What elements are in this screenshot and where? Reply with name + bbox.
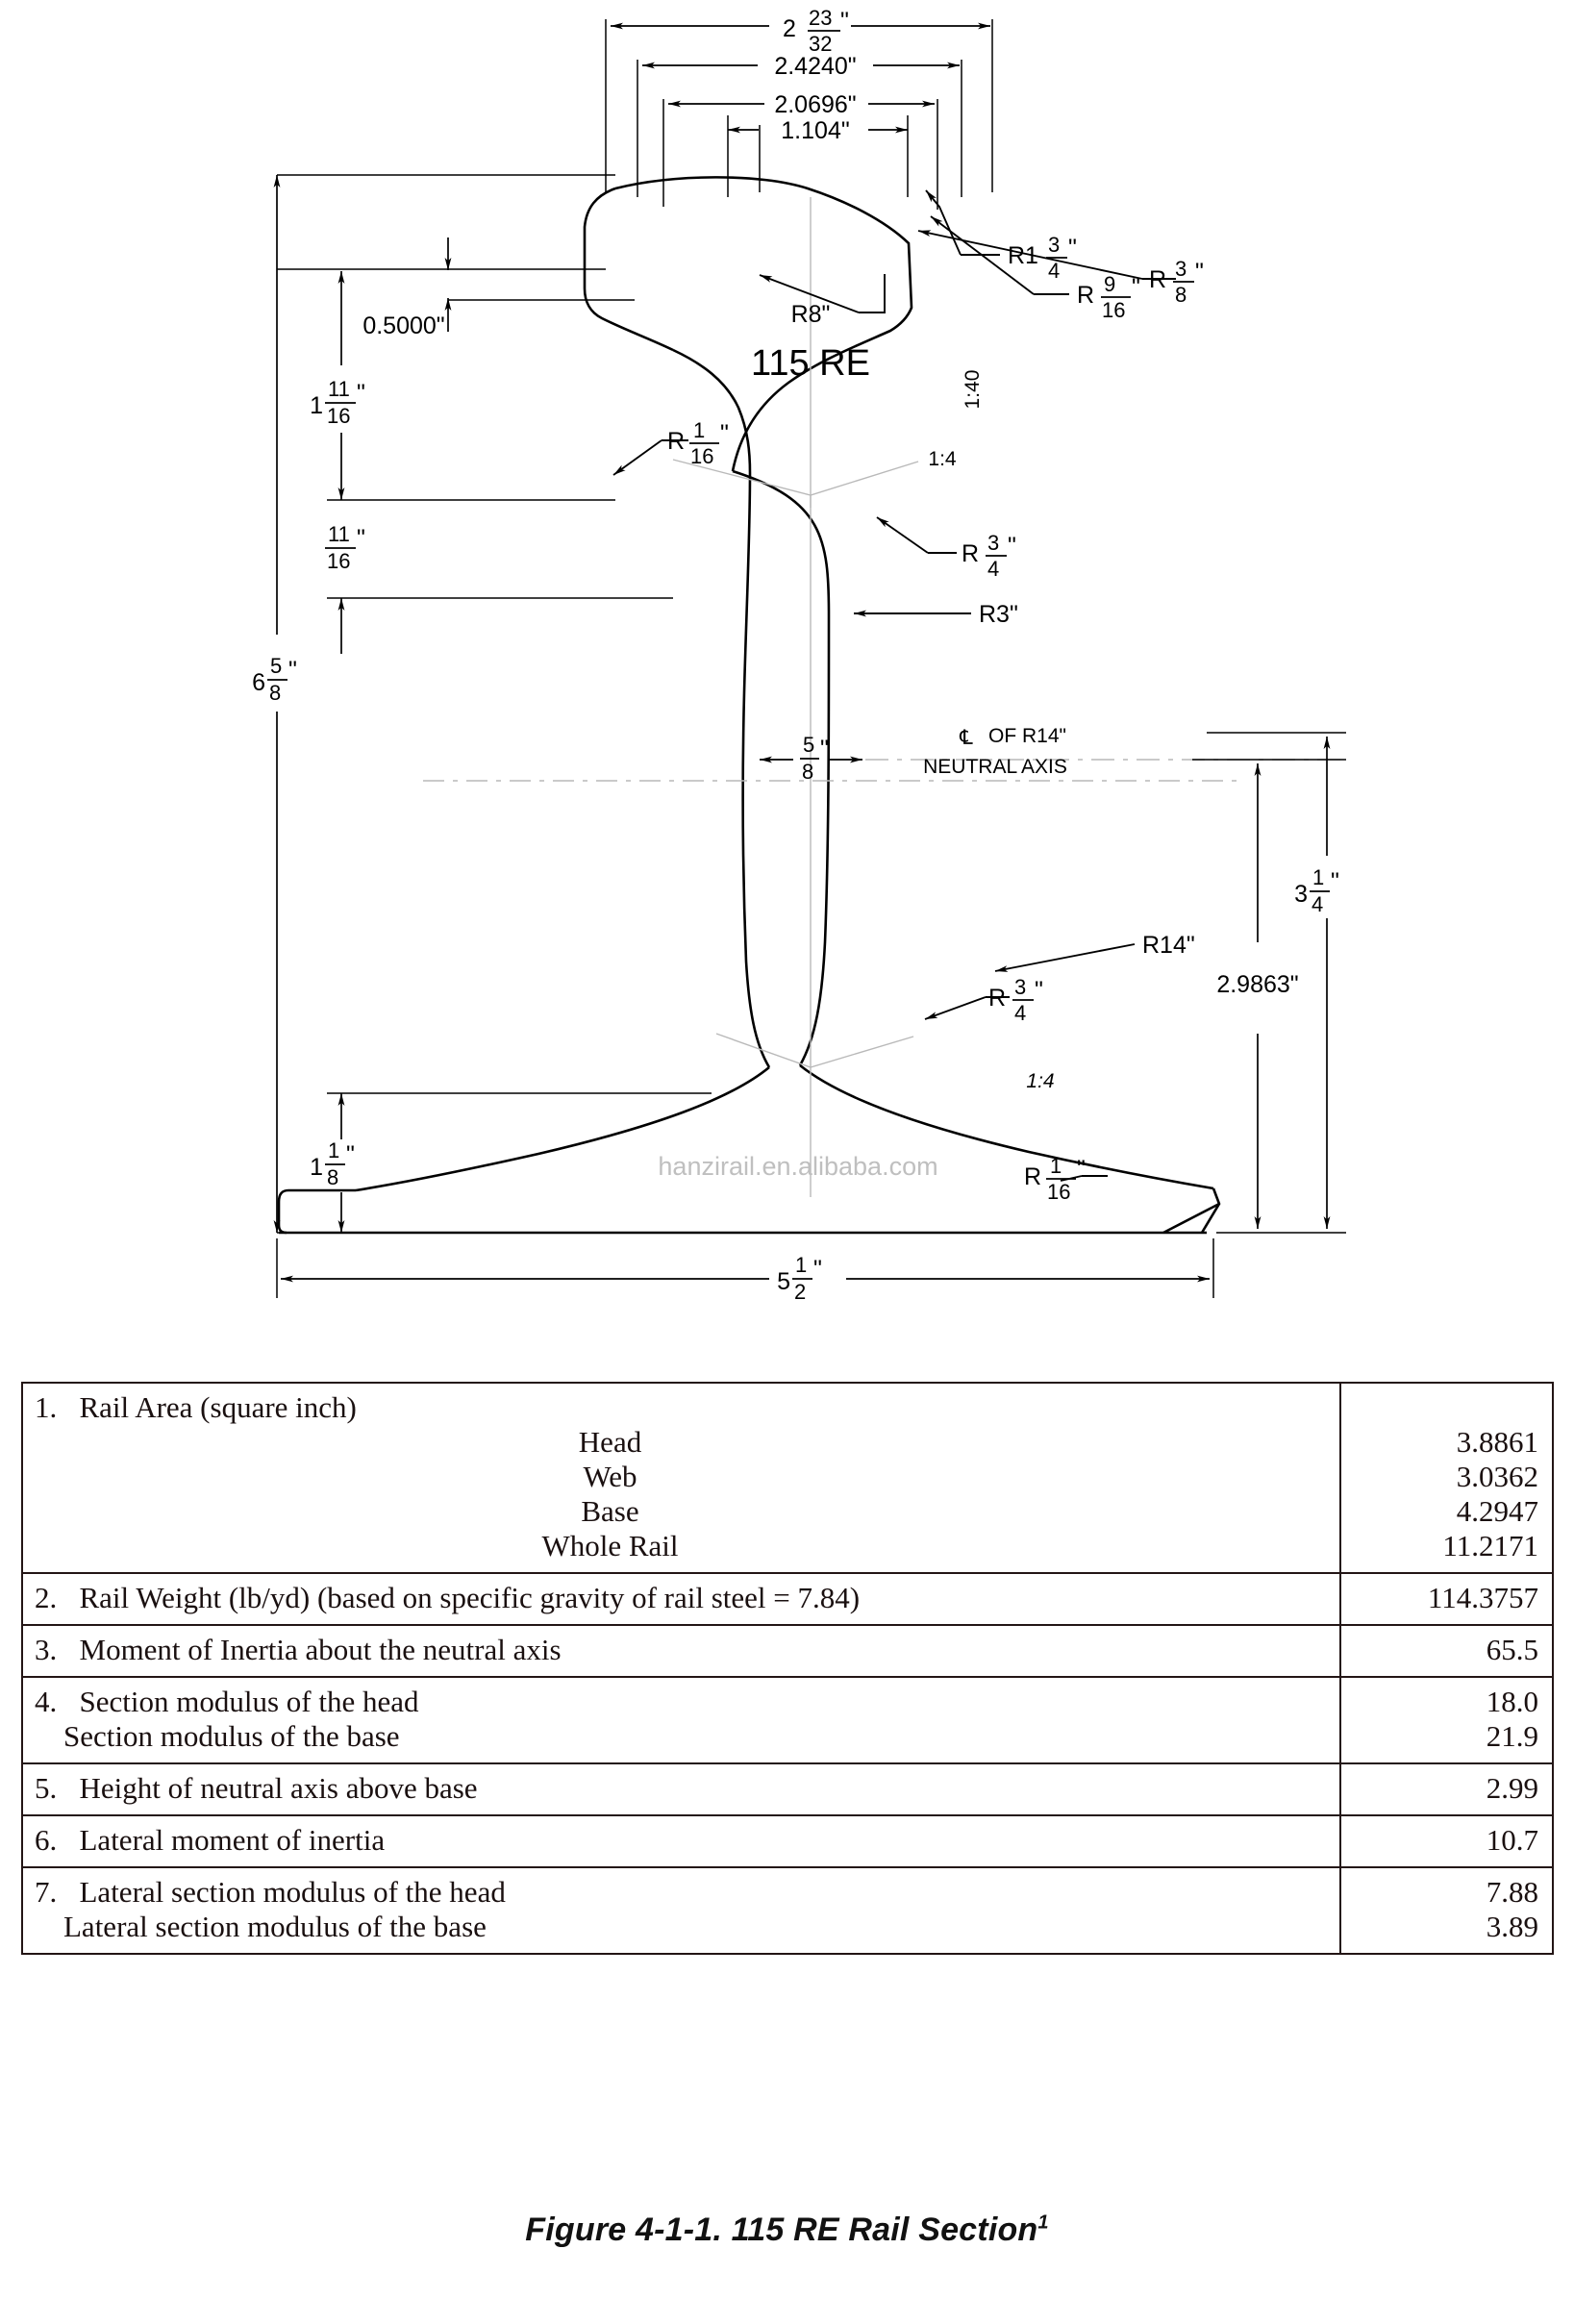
neutral-axis-label: NEUTRAL AXIS bbox=[923, 756, 1067, 778]
row-sublabel: Head bbox=[578, 1425, 642, 1459]
dim-unit: " bbox=[357, 525, 365, 552]
callout-unit: " bbox=[1077, 1156, 1086, 1183]
table-row-value-cell bbox=[1340, 1625, 1553, 1677]
callout-r3-8 bbox=[1149, 257, 1204, 307]
callout-r3-4-lower bbox=[988, 975, 1043, 1025]
table-row-value-cell bbox=[1340, 1815, 1553, 1867]
dim-den: 16 bbox=[327, 549, 351, 573]
table-row-value-cell bbox=[1340, 1573, 1553, 1625]
row-value: 18.0 bbox=[1486, 1685, 1538, 1718]
figure-caption-text: Figure 4-1-1. 115 RE Rail Section bbox=[525, 2212, 1038, 2248]
row-sublabel: Whole Rail bbox=[541, 1529, 679, 1562]
callout-r3: R3" bbox=[979, 601, 1018, 628]
row-number: 6. bbox=[35, 1823, 58, 1857]
callout-prefix: R bbox=[962, 540, 980, 567]
table-row-label-cell bbox=[22, 1677, 1340, 1763]
right-dimensions bbox=[1192, 733, 1346, 1233]
dim-den: 8 bbox=[327, 1165, 339, 1189]
table-row-value-cell bbox=[1340, 1867, 1553, 1954]
callout-unit: " bbox=[1132, 274, 1140, 301]
callout-prefix: R1 bbox=[1008, 242, 1038, 269]
table-row bbox=[22, 1677, 1553, 1763]
table-row bbox=[22, 1815, 1553, 1867]
bottom-dimension bbox=[277, 1238, 1213, 1304]
dim-fillet-height bbox=[325, 522, 365, 573]
dim-num: 5 bbox=[803, 733, 815, 757]
row-label: Height of neutral axis above base bbox=[79, 1771, 478, 1805]
web-radius-callouts bbox=[854, 517, 1195, 1204]
table-row-label-cell bbox=[22, 1815, 1340, 1867]
dim-whole: 6 bbox=[252, 669, 265, 696]
callout-prefix: R bbox=[988, 985, 1007, 1012]
row-value: 11.2171 bbox=[1442, 1529, 1538, 1562]
callout-unit: " bbox=[1068, 235, 1077, 262]
watermark-text: hanzirail.en.alibaba.com bbox=[658, 1152, 938, 1181]
table-row-value-cell bbox=[1340, 1763, 1553, 1815]
dim-overall-height bbox=[252, 654, 297, 705]
row-label: Moment of Inertia about the neutral axis bbox=[79, 1633, 562, 1666]
table-row bbox=[22, 1867, 1553, 1954]
row-value: 3.8861 bbox=[1456, 1425, 1538, 1459]
dim-whole: 3 bbox=[1294, 881, 1308, 908]
table-row bbox=[22, 1625, 1553, 1677]
table-row bbox=[22, 1763, 1553, 1815]
callout-num: 9 bbox=[1104, 272, 1116, 296]
row-value: 7.88 bbox=[1486, 1875, 1538, 1909]
dim-top-width-3: 2.0696" bbox=[774, 91, 857, 118]
dim-unit: " bbox=[813, 1256, 822, 1283]
dim-head-height bbox=[310, 377, 365, 428]
row-label: Lateral section modulus of the head bbox=[79, 1875, 506, 1909]
dim-label-unit: " bbox=[840, 8, 849, 35]
row-value: 114.3757 bbox=[1427, 1581, 1538, 1614]
table-row-label-cell bbox=[22, 1867, 1340, 1954]
callout-r1-16-base bbox=[1024, 1154, 1086, 1204]
callout-num: 3 bbox=[987, 531, 1000, 555]
row-number: 7. bbox=[35, 1875, 58, 1909]
dim-whole: 1 bbox=[310, 1154, 323, 1181]
row-label: Section modulus of the head bbox=[79, 1685, 419, 1718]
row-value: 3.0362 bbox=[1456, 1460, 1538, 1493]
row-number: 1. bbox=[35, 1390, 58, 1424]
callout-num: 3 bbox=[1048, 233, 1061, 257]
table-row-label-cell bbox=[22, 1573, 1340, 1625]
dim-label-whole: 2 bbox=[783, 15, 796, 42]
figure-caption bbox=[0, 2212, 1574, 2249]
row-value: 4.2947 bbox=[1456, 1494, 1538, 1528]
table-row bbox=[22, 1573, 1553, 1625]
callout-r14: R14" bbox=[1142, 932, 1195, 959]
left-dimensions bbox=[252, 175, 712, 1233]
row-value: 10.7 bbox=[1486, 1823, 1538, 1857]
callout-unit: " bbox=[1008, 533, 1016, 560]
dim-unit: " bbox=[357, 380, 365, 407]
slope-label-head-1-4: 1:4 bbox=[928, 448, 957, 470]
table-row bbox=[22, 1383, 1553, 1573]
row-label: Rail Weight (lb/yd) (based on specific gravity of rail steel = 7.84) bbox=[79, 1581, 861, 1614]
top-dimensions bbox=[606, 6, 992, 210]
dim-den: 16 bbox=[327, 404, 351, 428]
dim-num: 1 bbox=[328, 1138, 340, 1162]
row-sublabel: Lateral section modulus of the base bbox=[63, 1910, 487, 1943]
callout-den: 8 bbox=[1175, 283, 1187, 307]
dim-num: 1 bbox=[795, 1253, 808, 1277]
dim-base-height bbox=[310, 1138, 355, 1189]
callout-unit: " bbox=[720, 420, 729, 447]
row-value: 65.5 bbox=[1486, 1633, 1538, 1666]
callout-r3-4-upper bbox=[962, 531, 1016, 581]
callout-den: 16 bbox=[690, 444, 714, 468]
row-sublabel: Base bbox=[581, 1494, 639, 1528]
table-row-label-cell bbox=[22, 1763, 1340, 1815]
dim-unit: " bbox=[346, 1141, 355, 1168]
callout-den: 4 bbox=[1048, 259, 1061, 283]
callout-r9-16 bbox=[1077, 272, 1140, 322]
dim-unit: " bbox=[820, 736, 829, 762]
row-sublabel: Web bbox=[583, 1460, 637, 1493]
dim-num: 11 bbox=[328, 522, 350, 546]
cl-symbol: ℄ bbox=[960, 727, 973, 749]
row-label: Lateral moment of inertia bbox=[79, 1823, 386, 1857]
table-row-value-cell bbox=[1340, 1383, 1553, 1573]
figure-caption-superscript: 1 bbox=[1037, 2212, 1049, 2234]
dim-top-width-fraction bbox=[783, 6, 849, 56]
callout-unit: " bbox=[1195, 259, 1204, 286]
dim-base-width bbox=[777, 1253, 822, 1304]
table-row-value-cell bbox=[1340, 1677, 1553, 1763]
dim-top-width-2: 2.4240" bbox=[774, 53, 857, 80]
dim-top-width-4: 1.104" bbox=[781, 117, 850, 144]
dim-unit: " bbox=[288, 657, 297, 684]
head-radius-callouts bbox=[613, 190, 1204, 475]
dim-whole: 5 bbox=[777, 1268, 790, 1295]
callout-r8: R8" bbox=[790, 301, 831, 328]
row-value: 2.99 bbox=[1486, 1771, 1538, 1805]
section-label: 115 RE bbox=[751, 343, 870, 384]
callout-unit: " bbox=[1035, 977, 1043, 1004]
rail-properties-table bbox=[21, 1382, 1554, 1955]
dim-label-num: 23 bbox=[809, 6, 833, 30]
slope-label-base-1-4: 1:4 bbox=[1026, 1070, 1055, 1092]
callout-num: 1 bbox=[693, 418, 706, 442]
row-value: 21.9 bbox=[1486, 1719, 1538, 1753]
row-value: 3.89 bbox=[1486, 1910, 1538, 1943]
dim-na-to-top bbox=[1294, 865, 1339, 916]
dim-na-height-decimal: 2.9863" bbox=[1216, 971, 1299, 998]
callout-num: 1 bbox=[1050, 1154, 1062, 1178]
callout-prefix: R bbox=[1077, 282, 1095, 309]
row-label: Rail Area (square inch) bbox=[79, 1390, 357, 1424]
dim-web-thickness bbox=[800, 733, 829, 784]
row-number: 4. bbox=[35, 1685, 58, 1718]
callout-prefix: R bbox=[1024, 1163, 1042, 1190]
dim-whole: 1 bbox=[310, 392, 323, 419]
callout-den: 4 bbox=[1014, 1001, 1027, 1025]
dim-den: 2 bbox=[794, 1280, 807, 1304]
callout-den: 4 bbox=[987, 557, 1000, 581]
callout-den: 16 bbox=[1047, 1180, 1071, 1204]
cl-of-r14-label: OF R14" bbox=[988, 725, 1066, 747]
dim-den: 4 bbox=[1312, 892, 1324, 916]
callout-prefix: R bbox=[667, 428, 686, 455]
dim-unit: " bbox=[1331, 868, 1339, 895]
table-row-label-cell bbox=[22, 1625, 1340, 1677]
row-number: 2. bbox=[35, 1581, 58, 1614]
table-row-label-cell bbox=[22, 1383, 1340, 1573]
dim-num: 1 bbox=[1312, 865, 1325, 889]
row-sublabel: Section modulus of the base bbox=[63, 1719, 400, 1753]
callout-num: 3 bbox=[1175, 257, 1187, 281]
dim-den: 8 bbox=[269, 681, 282, 705]
dim-head-chamfer: 0.5000" bbox=[362, 312, 445, 339]
callout-num: 3 bbox=[1014, 975, 1027, 999]
slope-label-1-40: 1:40 bbox=[962, 369, 984, 410]
callout-den: 16 bbox=[1102, 298, 1126, 322]
dim-label-den: 32 bbox=[809, 32, 833, 56]
dim-den: 8 bbox=[802, 760, 814, 784]
row-number: 5. bbox=[35, 1771, 58, 1805]
callout-prefix: R bbox=[1149, 266, 1167, 293]
dim-num: 5 bbox=[270, 654, 283, 678]
dim-num: 11 bbox=[328, 377, 350, 401]
row-number: 3. bbox=[35, 1633, 58, 1666]
